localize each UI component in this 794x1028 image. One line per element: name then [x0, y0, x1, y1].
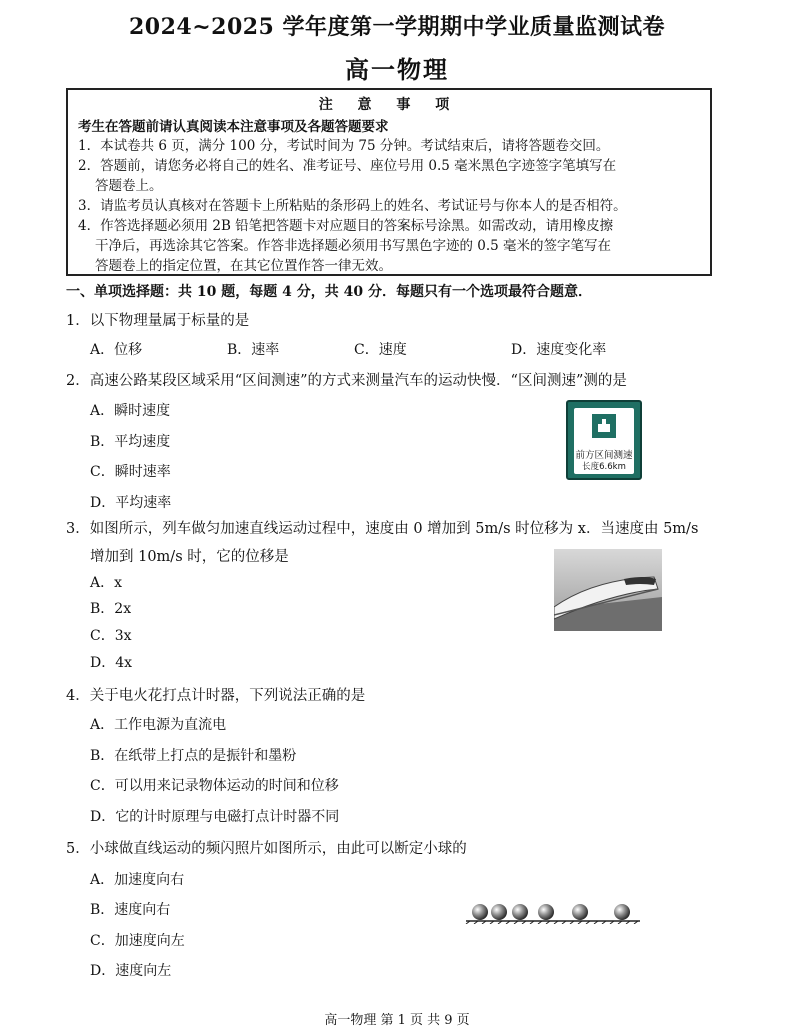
q4-option-d: D．它的计时原理与电磁打点计时器不同 — [90, 809, 340, 825]
exam-subject: 高一物理 — [345, 55, 449, 84]
q2-option-a: A．瞬时速度 — [90, 403, 171, 419]
q5-option-a: A．加速度向右 — [90, 872, 185, 888]
page-footer: 高一物理 第 1 页 共 9 页 — [324, 1013, 470, 1028]
q4-option-a: A．工作电源为直流电 — [90, 717, 227, 733]
section-title: 一、单项选择题：共 10 题，每题 4 分，共 40 分．每题只有一个选项最符合题意． — [66, 284, 592, 300]
q3-option-a: A．x — [90, 575, 123, 591]
q2-option-c: C．瞬时速率 — [90, 464, 171, 480]
speed-zone-sign-image — [566, 400, 642, 480]
q4-option-b: B．在纸带上打点的是振针和墨粉 — [90, 748, 297, 764]
q2-option-b: B．平均速度 — [90, 434, 171, 450]
sign-text-length: 长度6.6km — [582, 462, 626, 472]
question-2-stem: 2．高速公路某段区域采用“区间测速”的方式来测量汽车的运动快慢．“区间测速”测的是 — [66, 373, 627, 389]
notice-line: 2．答题前，请您务必将自己的姓名、准考证号、座位号用 0.5 毫米黑色字迹签字笔填写在 — [78, 158, 617, 174]
notice-line: 1．本试卷共 6 页，满分 100 分，考试时间为 75 分钟。考试结束后，请将答题卷交回。 — [78, 138, 610, 154]
notice-intro: 考生在答题前请认真阅读本注意事项及各题答题要求 — [78, 119, 389, 135]
camera-icon — [592, 414, 616, 438]
notice-line: 3．请监考员认真核对在答题卡上所粘贴的条形码上的姓名、考试证号与你本人的是否相符。 — [78, 198, 627, 214]
q5-option-c: C．加速度向左 — [90, 933, 185, 949]
q3-option-d: D．4x — [90, 655, 133, 671]
question-3-stem-line2: 增加到 10m/s 时，它的位移是 — [90, 549, 289, 565]
q4-option-c: C．可以用来记录物体运动的时间和位移 — [90, 778, 339, 794]
q3-option-c: C．3x — [90, 628, 132, 644]
exam-title: 2024~2025 学年度第一学期期中学业质量监测试卷 — [128, 14, 666, 40]
notice-line: 答题卷上的指定位置，在其它位置作答一律无效。 — [95, 258, 392, 274]
notice-line: 答题卷上。 — [95, 178, 163, 194]
stroboscopic-balls-figure — [464, 900, 642, 924]
sign-text-zone: 前方区间测速 — [575, 450, 633, 461]
question-4-stem: 4．关于电火花打点计时器，下列说法正确的是 — [66, 688, 366, 704]
q2-option-d: D．平均速率 — [90, 495, 172, 511]
notice-line: 干净后，再选涂其它答案。作答非选择题必须用书写黑色字迹的 0.5 毫米的签字笔写在 — [95, 238, 612, 254]
q5-option-b: B．速度向右 — [90, 902, 171, 918]
notice-heading: 注 意 事 项 — [318, 97, 460, 113]
q1-option-b: B．速率 — [227, 342, 280, 358]
q1-option-a: A．位移 — [90, 342, 143, 358]
q5-option-d: D．速度向左 — [90, 963, 172, 979]
train-photo — [554, 549, 662, 631]
question-3-stem-line1: 3．如图所示，列车做匀加速直线运动过程中，速度由 0 增加到 5m/s 时位移为 x．当速度由 5m/s — [66, 521, 699, 537]
q1-option-c: C．速度 — [354, 342, 407, 358]
notice-box — [66, 88, 712, 276]
notice-line: 4．作答选择题必须用 2B 铅笔把答题卡对应题目的答案标号涂黑。如需改动，请用橡皮擦 — [78, 218, 614, 234]
q1-option-d: D．速度变化率 — [511, 342, 607, 358]
question-1-stem: 1．以下物理量属于标量的是 — [66, 313, 250, 329]
q3-option-b: B．2x — [90, 601, 132, 617]
question-5-stem: 5．小球做直线运动的频闪照片如图所示，由此可以断定小球的 — [66, 841, 467, 857]
